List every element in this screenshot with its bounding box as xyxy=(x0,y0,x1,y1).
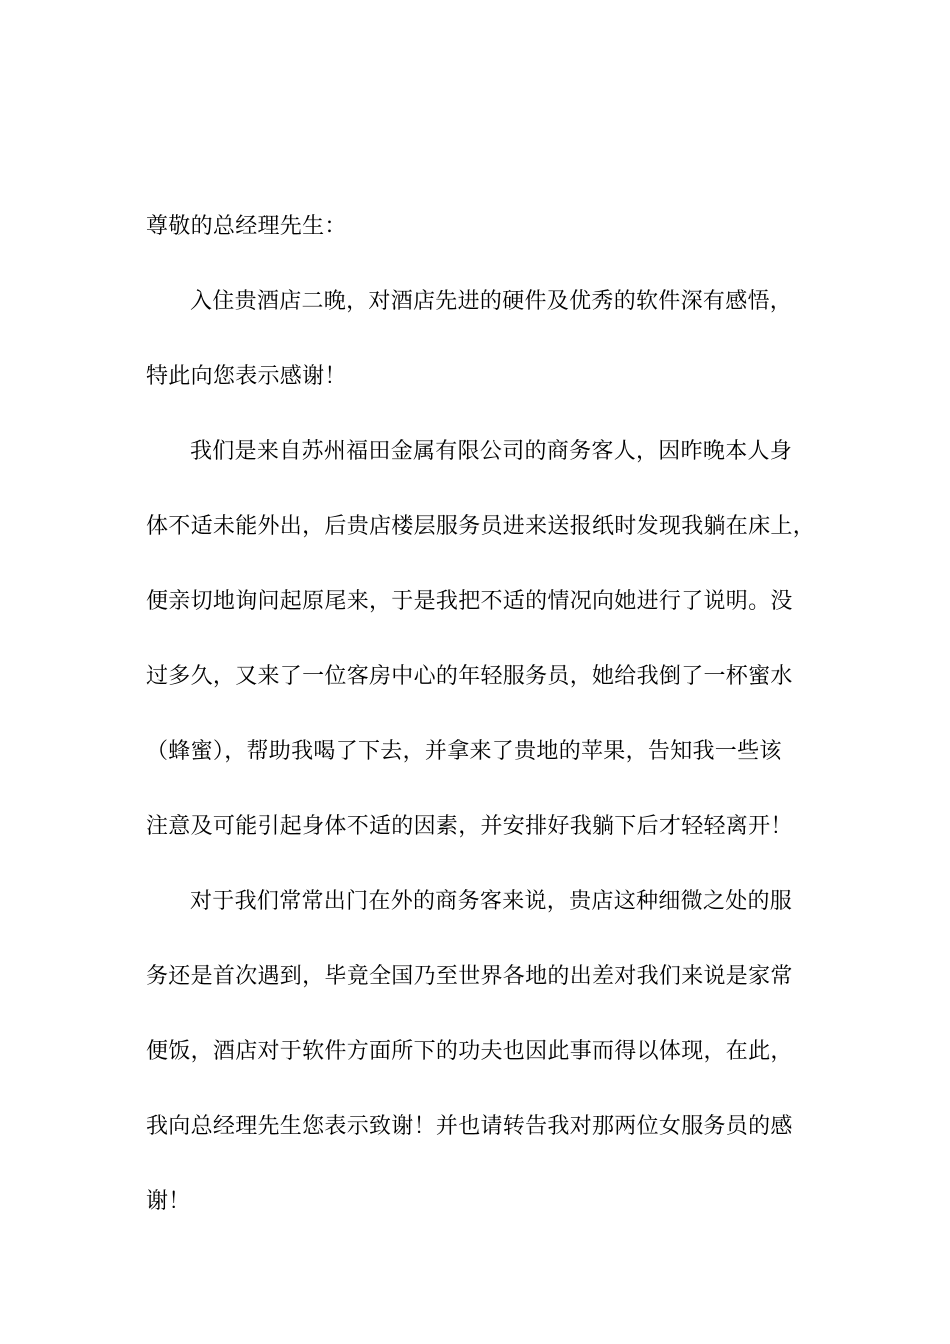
paragraph-2-line-6: 注意及可能引起身体不适的因素，并安排好我躺下后才轻轻离开！ xyxy=(146,814,793,839)
paragraph-2-line-4: 过多久，又来了一位客房中心的年轻服务员，她给我倒了一杯蜜水 xyxy=(146,664,793,689)
paragraph-1-line-2: 特此向您表示感谢！ xyxy=(146,364,347,389)
paragraph-3-line-5: 谢！ xyxy=(146,1189,191,1214)
paragraph-2-line-5: （蜂蜜），帮助我喝了下去，并拿来了贵地的苹果，告知我一些该 xyxy=(146,739,782,764)
paragraph-2-line-1: 我们是来自苏州福田金属有限公司的商务客人，因昨晚本人身 xyxy=(190,439,793,464)
paragraph-2-line-2: 体不适未能外出，后贵店楼层服务员进来送报纸时发现我躺在床上， xyxy=(146,514,816,539)
paragraph-2-line-3: 便亲切地询问起原尾来，于是我把不适的情况向她进行了说明。没 xyxy=(146,589,793,614)
paragraph-3-line-3: 便饭，酒店对于软件方面所下的功夫也因此事而得以体现，在此， xyxy=(146,1039,793,1064)
paragraph-3-line-4: 我向总经理先生您表示致谢！并也请转告我对那两位女服务员的感 xyxy=(146,1114,793,1139)
salutation: 尊敬的总经理先生： xyxy=(146,214,347,239)
paragraph-1-line-1: 入住贵酒店二晚，对酒店先进的硬件及优秀的软件深有感悟， xyxy=(190,289,793,314)
paragraph-3-line-1: 对于我们常常出门在外的商务客来说，贵店这种细微之处的服 xyxy=(190,889,793,914)
paragraph-3-line-2: 务还是首次遇到，毕竟全国乃至世界各地的出差对我们来说是家常 xyxy=(146,964,793,989)
